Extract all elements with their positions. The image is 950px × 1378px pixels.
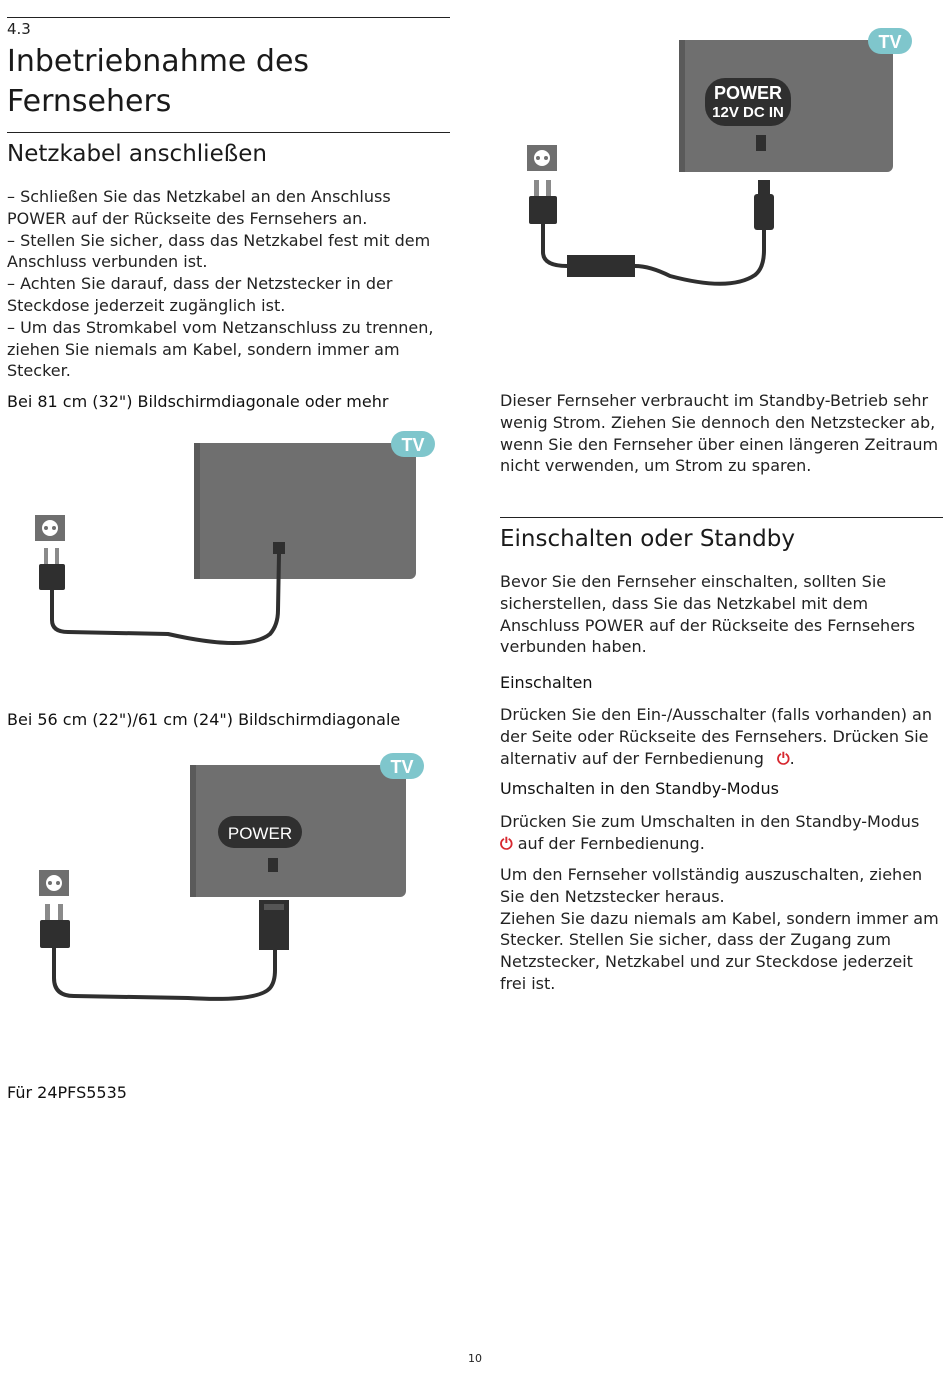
wall-socket-icon [35, 515, 65, 541]
section-rule-right [500, 517, 943, 518]
power-cable [54, 948, 275, 999]
bullet-item: – Um das Stromkabel vom Netzanschluss zu trennen, ziehen Sie niemals am Kabel, sondern immer am Stecker. [7, 317, 434, 381]
standby-title: Umschalten in den Standby-Modus [500, 779, 779, 798]
svg-text:POWER: POWER [713, 83, 783, 103]
caption-model: Für 24PFS5535 [7, 1083, 127, 1102]
page-number: 10 [468, 1352, 482, 1365]
tv-edge [679, 40, 685, 172]
tv-body [194, 443, 416, 579]
svg-text:12V DC IN: 12V DC IN [712, 104, 784, 121]
wall-socket-icon [39, 870, 69, 896]
caption-22-24-inch: Bei 56 cm (22")/61 cm (24") Bildschirmdiagonale [7, 710, 401, 729]
svg-text:TV: TV [390, 757, 414, 777]
svg-text:TV: TV [401, 435, 425, 455]
switch-on-heading: Einschalten oder Standby [500, 526, 795, 552]
power-cable-bullets [7, 186, 450, 382]
power-icon: ⏻ [500, 833, 513, 853]
switch-on-title: Einschalten [500, 673, 593, 692]
switch-off-paragraph: Um den Fernseher vollständig auszuschalten, ziehen Sie den Netzstecker heraus. [500, 865, 923, 906]
standby-text-body: Drücken Sie zum Umschalten in den Standby-Modus [500, 812, 920, 831]
standby-note: Dieser Fernseher verbraucht im Standby-Betrieb sehr wenig Strom. Ziehen Sie dennoch den Netzstecker ab, wenn Sie den Fernseher über einen längeren Zeitraum nicht verwenden, um Strom zu sparen. [500, 391, 939, 476]
standby-text [500, 811, 940, 855]
svg-text:POWER: POWER [227, 824, 293, 843]
bullet-item: – Schließen Sie das Netzkabel an den Anschluss POWER auf der Rückseite des Fernsehers an. [7, 187, 391, 228]
switch-on-text-body: Drücken Sie den Ein-/Ausschalter (falls vorhanden) an der Seite oder Rückseite des Fernsehers. Drücken Sie alternativ auf der Fernbedienung [500, 705, 932, 768]
power-port [273, 542, 285, 554]
power-dc-label-badge [705, 78, 791, 126]
tv-edge [190, 765, 196, 897]
power-cable-heading: Netzkabel anschließen [7, 141, 267, 167]
tv-connector-icon [259, 900, 289, 950]
dc-connector-icon [754, 180, 774, 230]
bullet-item: – Stellen Sie sicher, dass das Netzkabel fest mit dem Anschluss verbunden ist. [7, 230, 431, 272]
top-rule-left [7, 17, 450, 18]
svg-text:TV: TV [878, 32, 902, 52]
switch-on-intro: Bevor Sie den Fernseher einschalten, sollten Sie sicherstellen, dass Sie das Netzkabel mit dem Anschluss POWER auf der Rückseite des Fernsehers verbunden haben. [500, 572, 915, 657]
wall-socket-icon [527, 145, 557, 171]
illustration-tv-dc-in [500, 20, 940, 310]
bullet-item: – Achten Sie darauf, dass der Netzstecker in der Steckdose jederzeit zugänglich ist. [7, 274, 393, 315]
page-title-line-2: Fernsehers [7, 84, 172, 119]
power-plug-icon [39, 548, 65, 590]
caption-32-inch: Bei 81 cm (32") Bildschirmdiagonale oder mehr [7, 392, 389, 411]
page-title-line-1: Inbetriebnahme des [7, 44, 310, 79]
tv-badge [868, 28, 912, 54]
switch-on-text [500, 704, 940, 769]
power-label-badge [218, 816, 302, 848]
power-plug-icon [529, 180, 557, 224]
switch-on-text-end: . [789, 748, 795, 768]
section-number: 4.3 [7, 20, 31, 38]
illustration-tv-22-24 [8, 740, 448, 1030]
standby-text-end: auf der Fernbedienung. [517, 833, 705, 853]
tv-edge [194, 443, 200, 579]
switch-off-text [500, 864, 940, 995]
illustration-tv-32 [8, 420, 448, 660]
power-icon: ⏻ [776, 748, 790, 768]
tv-badge [380, 753, 424, 779]
tv-badge [391, 431, 435, 457]
power-port [756, 135, 766, 151]
power-plug-icon [40, 904, 70, 948]
page-title [7, 42, 447, 122]
power-port [268, 858, 278, 872]
title-rule [7, 132, 450, 133]
switch-off-paragraph: Ziehen Sie dazu niemals am Kabel, sondern immer am Stecker. Stellen Sie sicher, dass der Zugang zum Netzstecker, Netzkabel und zur Steckdose jederzeit frei ist. [500, 908, 939, 993]
power-adapter [567, 255, 635, 277]
